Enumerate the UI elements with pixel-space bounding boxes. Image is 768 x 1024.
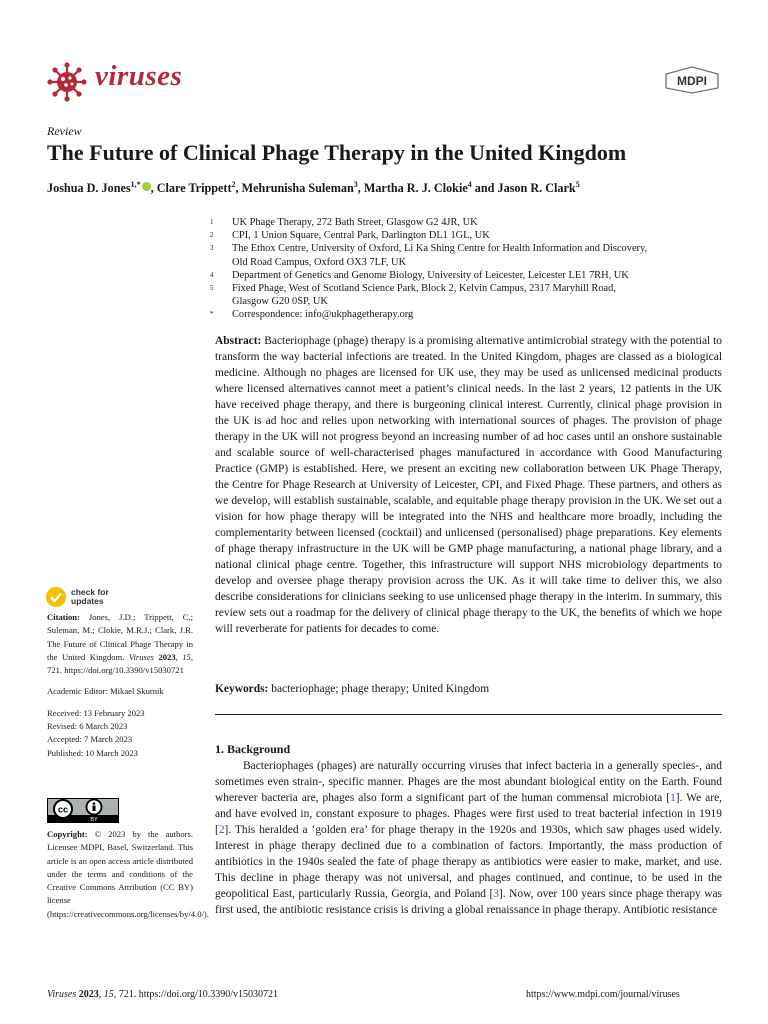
affiliation-line: The Ethox Centre, University of Oxford, Li Ka Shing Centre for Health Information and Discovery, [232,243,648,255]
cc-by-label: BY [90,817,98,823]
orcid-icon[interactable] [142,182,151,191]
author-affiliation-mark: 4 [467,180,472,189]
reference-link[interactable]: 3 [493,888,499,900]
keywords-label: Keywords: [215,683,269,695]
affiliation-item [210,229,730,242]
author-name: Clare Trippett [156,181,232,196]
check-updates-line2: updates [71,596,104,606]
author-affiliation-mark: 1,* [130,180,141,189]
affiliation-line: UK Phage Therapy, 272 Bath Street, Glasgow G2 4JR, UK [232,217,478,228]
article-sidebar [47,611,193,760]
affiliation-number: 5 [210,284,214,293]
reference-link[interactable]: 2 [218,824,225,836]
author-list: Joshua D. Jones$^{1,*}$ , Clare Trippett$^2$, Mehrunisha Suleman$^3$, Martha R. J. Clokie$^4$ and Jason R. Clark$^5$ [47,180,580,196]
affiliation-number: 3 [210,244,214,253]
section-divider [215,714,722,715]
affiliation-item [210,282,730,308]
journal-name: viruses [95,60,183,92]
reference-link[interactable]: 1 [670,792,676,804]
affiliation-item [210,308,730,321]
affiliation-item [210,269,730,282]
affiliation-number: 2 [210,231,214,240]
check-updates-icon [45,586,67,608]
svg-text:cc: cc [57,804,69,815]
keywords-text: bacteriophage; phage therapy; United Kingdom [268,683,490,695]
author-affiliation-mark: 2 [231,180,236,189]
abstract-label: Abstract: [215,335,262,347]
affiliation-line: Fixed Phage, West of Scotland Science Park, Block 2, Kelvin Campus, 2317 Maryhill Road, [232,283,616,295]
citation: Citation: Jones, J.D.; Trippett, C.; Suleman, M.; Clokie, M.R.J.; Clark, J.R. The Future of Clinical Phage Therapy in the United Kingdom. Viruses 2023, 15, 721. https://doi.org/10.3390/v15030721 [47,612,193,676]
date-received: Received: 13 February 2023 [47,707,145,718]
journal-logo-icon [47,62,87,102]
check-updates-line1: check for [71,587,109,597]
check-for-updates-badge[interactable] [45,586,109,608]
keywords [215,681,722,697]
date-revised: Revised: 6 March 2023 [47,721,128,732]
abstract [215,333,722,637]
affiliation-item [210,216,730,229]
affiliations [210,216,730,322]
author-name: Jason R. Clark [497,181,576,196]
copyright-notice: Copyright: © 2023 by the authors. Licensee MDPI, Basel, Switzerland. This article is an open access article distributed under the terms and conditions of the Creative Commons Attribution (CC BY) license (https://creativecommons.org/licenses/by/4.0/). [47,829,209,919]
affiliation-line: CPI, 1 Union Square, Central Park, Darlington DL1 1GL, UK [232,230,490,242]
section-paragraph: Bacteriophages (phages) are naturally occurring viruses that infect bacteria in a generally species-, and sometimes even strain-, specific manner. Phages are the most abundant biological entity on the Earth. Found wherever bacteria are, phages also form a significant part of the human commensal microbiota [1]. We are, and have evolved in, constant exposure to phages. Phages were first used to treat bacterial infection in 1919 [2]. This heralded a ‘golden era’ for phage therapy in the 1920s and 1930s, which saw phages used widely. Interest in phage therapy declined due to a combination of factors. Importantly, the mass production of antibiotics in the 1940s sealed the fate of phage therapy as antibiotics were easier to make, market, and use. This decline in phage therapy was not universal, and phages continued, and continue, to be used in the geopolitical East, particularly Russia, Georgia, and Poland [3]. Now, over 100 years since phage therapy was first used, the antibiotic resistance crisis is driving a global renaissance in phage therapy. Antibiotic resistance [215,760,722,916]
author-affiliation-mark: 5 [575,180,580,189]
author-name: Martha R. J. Clokie [363,181,468,196]
academic-editor: Academic Editor: Mikael Skurnik [47,686,164,697]
author-name: Mehrunisha Suleman [241,181,354,196]
mdpi-logo-text: MDPI [677,74,707,88]
article-type: Review [47,124,82,138]
affiliation-line: Correspondence: info@ukphagetherapy.org [232,309,414,321]
section-heading: 1. Background [215,742,291,756]
article-title: The Future of Clinical Phage Therapy in the United Kingdom [47,140,627,165]
footer-citation: Viruses 2023, 15, 721. https://doi.org/10.3390/v15030721 [47,989,279,1000]
mdpi-logo [664,66,720,94]
affiliation-line: Glasgow G20 0SP, UK [232,296,328,308]
date-accepted: Accepted: 7 March 2023 [47,734,133,745]
author-name: Joshua D. Jones [47,181,131,196]
affiliation-number: 4 [210,270,214,279]
author-affiliation-mark: 3 [353,180,358,189]
affiliation-item [210,242,730,268]
affiliation-line: Old Road Campus, Oxford OX3 7LF, UK [232,256,407,268]
affiliation-number: 1 [210,218,214,226]
affiliation-number: * [210,310,214,319]
abstract-text: Bacteriophage (phage) therapy is a promising alternative antimicrobial strategy with the potential to transform the way bacterial infections are treated. In the United Kingdom, phages are classed as a biological medicine. Although no phages are licensed for UK use, they may be used as unlicensed medicinal products where licensed alternatives cannot meet a patient’s clinical needs. In the last 2 years, 12 patients in the UK have received phage therapy, and there is burgeoning clinical interest. Currently, clinical phage provision in the UK is ad hoc and relies upon networking with international sources of phages. The provision of phage therapy in the UK will not progress beyond an increasing number of ad hoc cases until an onshore sustainable and scalable source of well-characterised phages manufactured in accordance with Good Manufacturing Practice (GMP) is established. Here, we present an exciting new collaboration between UK Phage Therapy, the Centre for Phage Research at University of Leicester, CPI, and Fixed Phage. These partners, and others as we develop, will establish sustainable, scalable, and equitable phage therapy provision in the UK. We set out a vision for how phage therapy will be integrated into the NHS and healthcare more broadly, including the complementarity between licensed (cocktail) and unlicensed (personalised) phage preparations. Key elements of phage therapy infrastructure in the UK will be GMP phage manufacturing, a national phage library, and a national clinical phage centre. Together, this infrastructure will support NHS microbiology departments to develop and oversee phage therapy provision across the UK. As it will take time to deliver this, we also describe considerations for clinicians seeking to use unlicensed phage therapy in the interim. In summary, this review sets out a roadmap for the delivery of clinical phage therapy to the UK, the benefits of which we hope will reverberate for patients for decades to come. [215,335,722,635]
affiliation-line: Department of Genetics and Genome Biology, University of Leicester, Leicester LE1 7RH, UK [232,269,629,281]
footer-journal-url[interactable]: https://www.mdpi.com/journal/viruses [526,989,680,1000]
cc-by-license-icon[interactable] [47,798,119,823]
date-published: Published: 10 March 2023 [47,747,138,758]
